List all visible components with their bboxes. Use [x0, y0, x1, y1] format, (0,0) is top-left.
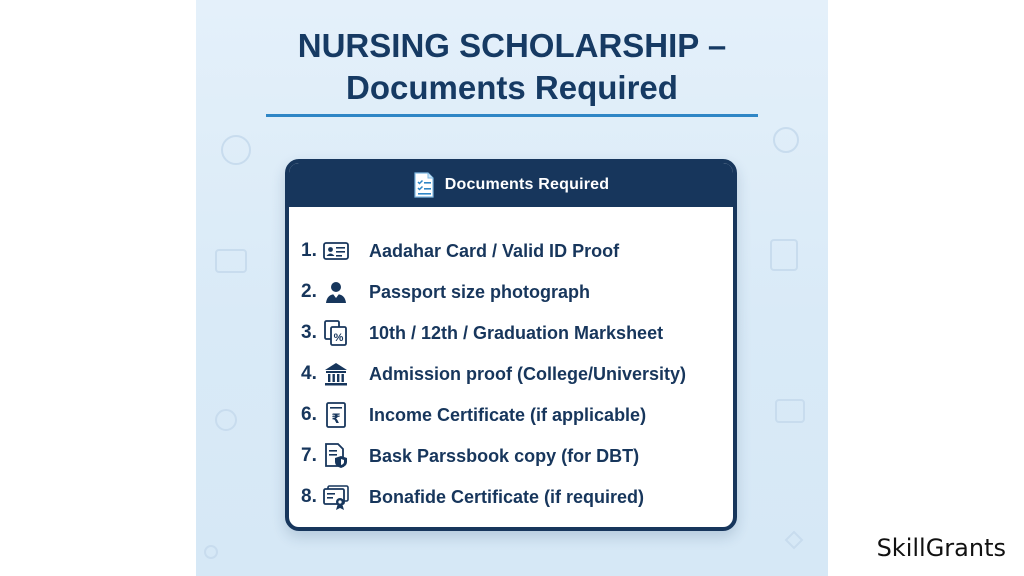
item-label: Bask Parssbook copy (for DBT): [369, 446, 640, 466]
person-photo-icon: [322, 278, 350, 306]
card-title: Documents Required: [444, 176, 610, 193]
list-item: [289, 358, 733, 390]
rupee-document-icon: [322, 401, 350, 429]
item-label: 10th / 12th / Graduation Marksheet: [369, 323, 664, 343]
id-card-icon: [322, 237, 350, 265]
list-item: [289, 399, 733, 431]
list-item: [289, 440, 733, 472]
item-number: 1.: [301, 240, 317, 261]
list-item: [289, 481, 733, 513]
passbook-shield-icon: [322, 442, 350, 470]
brand-watermark: SkillGrants: [876, 534, 1006, 562]
svg-text:₹: ₹: [331, 412, 341, 427]
svg-text:%: %: [333, 332, 344, 344]
card-header: [289, 163, 733, 207]
item-label: Bonafide Certificate (if required): [369, 487, 645, 507]
documents-card: [285, 159, 737, 531]
item-label: Admission proof (College/University): [369, 364, 687, 384]
item-label: Passport size photograph: [369, 282, 591, 302]
page-title-line1: NURSING SCHOLARSHIP –: [297, 27, 727, 64]
university-building-icon: [322, 360, 350, 388]
marksheet-percent-icon: [322, 319, 350, 347]
checklist-document-icon: [413, 172, 435, 198]
certificate-ribbon-icon: [322, 483, 350, 511]
page-title-line2: Documents Required: [346, 69, 678, 106]
scholarship-poster: [196, 0, 828, 576]
item-number: 8.: [301, 486, 317, 507]
item-number: 7.: [301, 445, 317, 466]
item-number: 3.: [301, 322, 317, 343]
list-item: [289, 235, 733, 267]
list-item: [289, 317, 733, 349]
item-number: 6.: [301, 404, 317, 425]
item-number: 4.: [301, 363, 317, 384]
item-label: Income Certificate (if applicable): [369, 405, 647, 425]
title-underline: [266, 114, 758, 117]
item-number: 2.: [301, 281, 317, 302]
list-item: [289, 276, 733, 308]
item-label: Aadahar Card / Valid ID Proof: [369, 241, 620, 261]
